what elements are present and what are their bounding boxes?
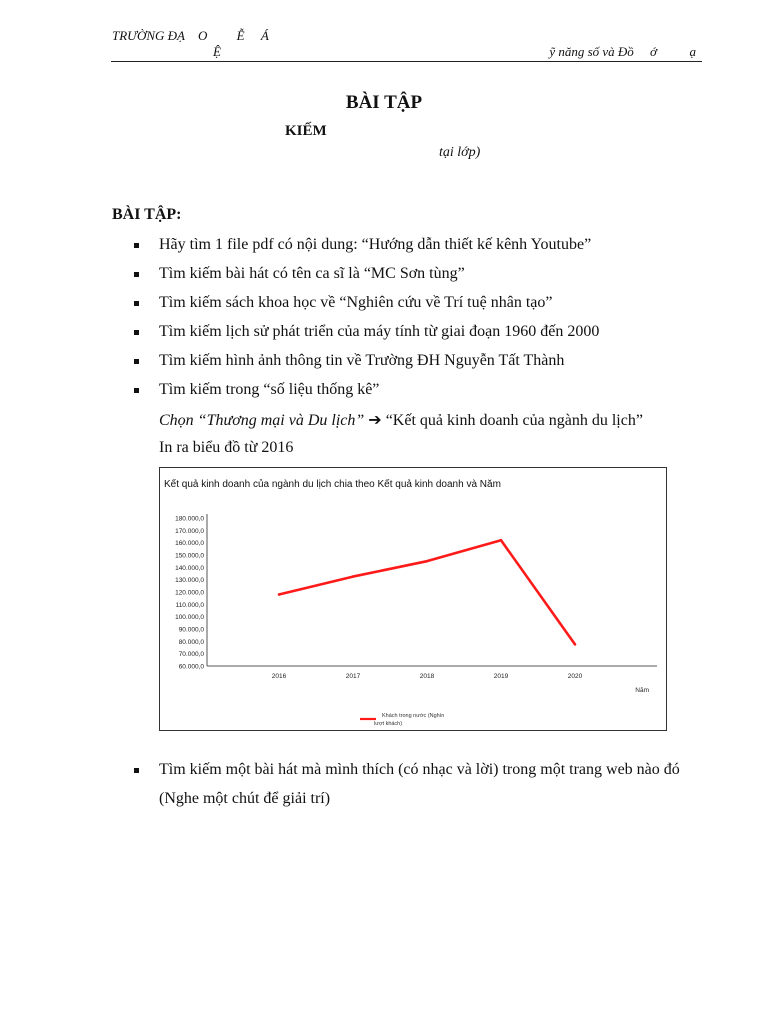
y-tick-label: 130.000,0: [175, 577, 204, 585]
instruction-line: [159, 410, 643, 430]
list-item-text: Tìm kiếm sách khoa học về “Nghiên cứu về Trí tuệ nhân tạo”: [159, 294, 553, 311]
list-item-text: Hãy tìm 1 file pdf có nội dung: “Hướng dẫn thiết kế kênh Youtube”: [159, 236, 592, 253]
instruction-choose: Chọn “Thương mại và Du lịch”: [159, 412, 365, 429]
section-title: BÀI TẬP:: [112, 206, 182, 223]
header-divider: [111, 61, 702, 62]
header-course-name: ỹ năng số và Đồ ớ ạ: [549, 44, 696, 59]
list-item-text: Tìm kiếm bài hát có tên ca sĩ là “MC Sơn tùng”: [159, 265, 465, 282]
y-tick-label: 150.000,0: [175, 552, 204, 560]
data-point: [500, 539, 503, 542]
y-tick-label: 60.000,0: [178, 663, 204, 671]
arrow-right-icon: ➔: [368, 412, 382, 429]
y-tick-label: 140.000,0: [175, 564, 204, 572]
bullet-icon: [134, 330, 139, 335]
list-item-text: Tìm kiếm trong “số liệu thống kê”: [159, 381, 380, 398]
bullet-icon: [134, 388, 139, 393]
header-school-name-cont: Ệ: [213, 44, 221, 59]
y-tick-label: 180.000,0: [175, 515, 204, 523]
line-chart: [160, 468, 666, 730]
legend-label: Khách trong nước (Nghìn: [382, 713, 445, 719]
y-tick-label: 80.000,0: [178, 638, 204, 646]
bullet-icon: [134, 243, 139, 248]
data-point: [352, 575, 355, 578]
x-tick-label: 2020: [567, 673, 583, 680]
y-tick-label: 160.000,0: [175, 540, 204, 548]
data-point: [426, 560, 429, 563]
list-item-text: Tìm kiếm lịch sử phát triển của máy tính từ giai đoạn 1960 đến 2000: [159, 323, 600, 340]
chart-panel: [159, 467, 667, 731]
y-tick-label: 100.000,0: [175, 614, 204, 622]
page-subtitle: KIẾM: [285, 123, 327, 139]
y-tick-label: 120.000,0: [175, 589, 204, 597]
instruction-print: In ra biểu đồ từ 2016: [159, 439, 294, 456]
header-school-name: TRƯỜNG ĐẠ O Ễ Á: [112, 28, 269, 43]
instruction-target: “Kết quả kinh doanh của ngành du lịch”: [385, 412, 643, 429]
y-tick-label: 70.000,0: [178, 651, 204, 659]
chart-title: Kết quả kinh doanh của ngành du lịch chia theo Kết quả kinh doanh và Năm: [164, 479, 501, 490]
bullet-icon: [134, 272, 139, 277]
x-axis-label: Năm: [635, 687, 649, 694]
legend-label-cont: lượt khách): [374, 721, 403, 727]
y-tick-label: 90.000,0: [178, 626, 204, 634]
page-note: tại lớp): [439, 145, 481, 160]
series-line: [279, 540, 575, 644]
bullet-icon: [134, 359, 139, 364]
x-tick-label: 2016: [271, 673, 287, 680]
list-item-text: Tìm kiếm hình ảnh thông tin về Trường ĐH Nguyễn Tất Thành: [159, 352, 565, 369]
data-point: [574, 643, 577, 646]
y-tick-label: 170.000,0: [175, 527, 204, 535]
x-tick-label: 2019: [493, 673, 509, 680]
page-title: BÀI TẬP: [345, 92, 423, 113]
bullet-icon: [134, 768, 139, 773]
x-tick-label: 2018: [419, 673, 435, 680]
list-item-text: Tìm kiếm một bài hát mà mình thích (có nhạc và lời) trong một trang web nào đó: [159, 761, 680, 778]
x-tick-label: 2017: [345, 673, 361, 680]
list-item-text-cont: (Nghe một chút để giải trí): [159, 790, 331, 807]
data-point: [278, 593, 281, 596]
y-tick-label: 110.000,0: [175, 601, 204, 609]
bullet-icon: [134, 301, 139, 306]
